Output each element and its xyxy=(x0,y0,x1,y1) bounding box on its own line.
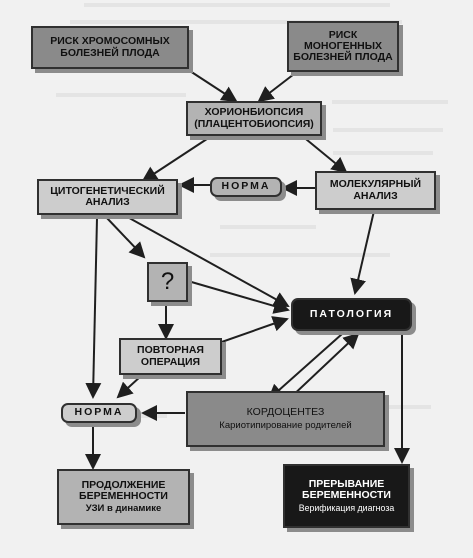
cordocentesis-subtitle: Кариотипирование родителей xyxy=(219,420,352,432)
pathology-box xyxy=(291,298,412,331)
chorionic-biopsy-line-2: (ПЛАЦЕНТОБИОПСИЯ) xyxy=(194,117,314,130)
continue-pregnancy-line-1: ПРОДОЛЖЕНИЕ xyxy=(81,479,166,491)
termination-line-2: БЕРЕМЕННОСТИ xyxy=(302,488,391,501)
norma-top-box xyxy=(210,177,282,197)
risk-monogenic-line-2: МОНОГЕННЫХ xyxy=(303,39,383,52)
arrow-biopsy-to-molecular xyxy=(301,135,346,172)
repeat-operation-line-2: ОПЕРАЦИЯ xyxy=(140,355,201,368)
risk-monogenic-box xyxy=(287,21,399,72)
cytogenetic-analysis-line-1: ЦИТОГЕНЕТИЧЕСКИЙ xyxy=(50,184,165,197)
molecular-analysis-line-2: АНАЛИЗ xyxy=(353,189,398,202)
risk-monogenic-line-1: РИСК xyxy=(328,28,358,41)
repeat-operation-box xyxy=(119,338,222,375)
continue-pregnancy-line-3: УЗИ в динамике xyxy=(85,503,162,515)
chorionic-biopsy-box xyxy=(186,101,322,136)
cordocentesis-box xyxy=(186,391,385,447)
chorionic-biopsy-line-1: ХОРИОНБИОПСИЯ xyxy=(204,106,304,119)
arrow-repeat-to-norma xyxy=(118,376,141,397)
repeat-operation-line-1: ПОВТОРНАЯ xyxy=(137,344,204,357)
continue-pregnancy-line-2: БЕРЕМЕННОСТИ xyxy=(79,490,168,503)
risk-chromosomal-line-2: БОЛЕЗНЕЙ ПЛОДА xyxy=(60,46,160,59)
question-label: ? xyxy=(160,268,175,296)
question-box xyxy=(147,262,188,302)
risk-monogenic-line-3: БОЛЕЗНЕЙ ПЛОДА xyxy=(293,51,393,63)
termination-line-3: Верификация диагноза xyxy=(298,502,395,513)
arrow-molecular-to-pathology xyxy=(355,211,374,293)
risk-chromosomal-line-1: РИСК ХРОМОСОМНЫХ xyxy=(50,35,170,48)
arrow-chromosomal-to-biopsy xyxy=(190,71,236,101)
norma-top-label: НОРМА xyxy=(221,180,271,193)
arrow-question-to-pathology xyxy=(188,281,288,310)
pathology-label: ПАТОЛОГИЯ xyxy=(309,307,394,320)
termination-line-1: ПРЕРЫВАНИЕ xyxy=(308,477,385,490)
termination-box xyxy=(283,464,410,528)
risk-chromosomal-box xyxy=(31,26,189,69)
molecular-analysis-box xyxy=(315,171,436,210)
arrow-biopsy-to-cytogenetic xyxy=(143,135,213,181)
arrow-cytogenetic-to-norma-bottom xyxy=(93,218,97,397)
norma-bottom-box xyxy=(61,403,137,423)
cytogenetic-analysis-line-2: АНАЛИЗ xyxy=(85,196,130,208)
cytogenetic-analysis-box xyxy=(37,179,178,215)
arrow-pathology-to-cordocentesis xyxy=(269,334,342,399)
arrow-monogenic-to-biopsy xyxy=(259,71,298,101)
norma-bottom-label: НОРМА xyxy=(74,406,124,419)
molecular-analysis-line-1: МОЛЕКУЛЯРНЫЙ xyxy=(329,178,422,191)
continue-pregnancy-box xyxy=(57,469,190,525)
cordocentesis-title: КОРДОЦЕНТЕЗ xyxy=(246,406,325,418)
